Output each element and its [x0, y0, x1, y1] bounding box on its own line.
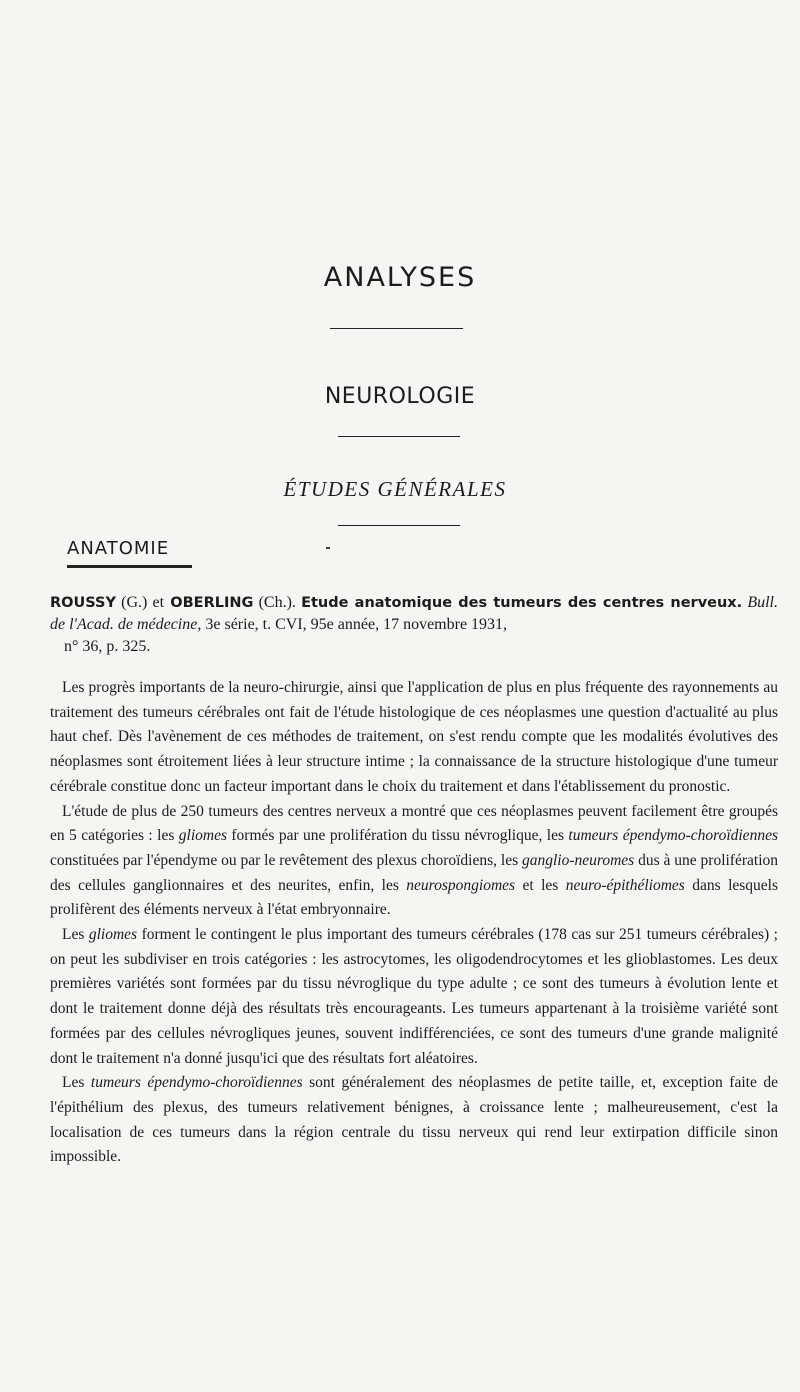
- section-title: ANALYSES: [323, 262, 477, 293]
- paragraph-2: [50, 800, 778, 924]
- topic-heading: ANATOMIE: [67, 538, 170, 559]
- text-run: formés par une prolifération du tissu névroglique, les: [226, 827, 569, 845]
- divider: [330, 328, 463, 329]
- topic-underline: [67, 565, 192, 568]
- author-1: ROUSSY: [50, 595, 117, 611]
- journal-name: Bull. de l'Acad. de médecine,: [50, 594, 778, 633]
- article-title: Etude anatomique des tumeurs des centres nerveux.: [301, 595, 743, 611]
- paragraph-3: [50, 923, 778, 1071]
- author-1-initial: (G.): [116, 594, 153, 611]
- italic-term: gliomes: [88, 926, 138, 944]
- journal-details: 3e série, t. CVI, 95e année, 17 novembre 1931,: [201, 616, 508, 633]
- conjunction: et: [152, 594, 165, 611]
- divider: [338, 525, 460, 526]
- divider: [338, 436, 460, 437]
- italic-term: tumeurs épendymo-choroïdiennes: [568, 827, 778, 845]
- italic-term: neurospongiomes: [406, 876, 516, 894]
- bibliographic-reference: [50, 592, 778, 658]
- text-run: sont généralement des néoplasmes de petite taille, et, exception faite de l'épithélium des plexus, des tumeurs relativement bénignes, à croissance lente ; malheureusement, c'est la localisation de ces tumeurs dans la région centrale du tissu nerveux qui rend leur extirpation difficile sinon impossible.: [50, 1074, 778, 1166]
- article-body: [50, 676, 778, 1170]
- subsubsection-title: ÉTUDES GÉNÉRALES: [283, 477, 507, 501]
- italic-term: tumeurs épendymo-choroïdiennes: [90, 1074, 303, 1092]
- italic-term: ganglio-neuromes: [522, 851, 635, 869]
- text-run: Les: [62, 1074, 91, 1092]
- author-2-initial: (Ch.).: [253, 594, 302, 611]
- page-number-ref: n° 36, p. 325.: [64, 638, 151, 655]
- text-run: constituées par l'épendyme ou par le revêtement des plexus choroïdiens, les: [50, 851, 522, 869]
- print-mark: [326, 547, 330, 549]
- paragraph-4: [50, 1071, 778, 1170]
- text-run: Les: [62, 926, 89, 944]
- italic-term: gliomes: [178, 827, 227, 845]
- italic-term: neuro-épithéliomes: [565, 876, 685, 894]
- subsection-title: NEUROLOGIE: [324, 384, 476, 409]
- text-run: forment le contingent le plus important des tumeurs cérébrales (178 cas sur 251 tumeurs cérébrales) ; on peut les subdiviser en trois catégories : les astrocytomes, les oligodendrocytomes et les glioblastomes. Les deux premières variétés sont formées par du tissu névroglique du type adulte ; ce sont des tumeurs à évolution lente et dont le traitement donne déjà des résultats très encourageants. Les tumeurs appartenant à la troisième variété sont formées par des cellules névrogliques jeunes, souvent indifférenciées, ce sont des tumeurs d'une grande malignité dont le traitement n'a donné jusqu'ici que des résultats fort aléatoires.: [50, 926, 778, 1067]
- text-run: et les: [515, 876, 566, 894]
- author-2: OBERLING: [164, 595, 254, 611]
- text-run: dus à une prolifération des cellules ganglionnaires et des neurites, enfin, les: [50, 851, 778, 894]
- text-run: dans lesquels prolifèrent des éléments nerveux à l'état embryonnaire.: [50, 876, 779, 919]
- text-run: L'étude de plus de 250 tumeurs des centres nerveux a montré que ces néoplasmes peuvent facilement être groupés en 5 catégories : les: [50, 802, 778, 845]
- paragraph-1: Les progrès importants de la neuro-chirurgie, ainsi que l'application de plus en plus fréquente des rayonnements au traitement des tumeurs cérébrales ont fait de l'étude histologique de ces néoplasmes une question d'actualité au plus haut chef. Dès l'avènement de ces méthodes de traitement, on s'est rendu compte que les modalités évolutives des néoplasmes sont étroitement liées à leur structure intime ; la connaissance de la structure histologique d'une tumeur cérébrale constitue donc un facteur important dans le choix du traitement et dans l'établissement du pronostic.: [50, 679, 778, 795]
